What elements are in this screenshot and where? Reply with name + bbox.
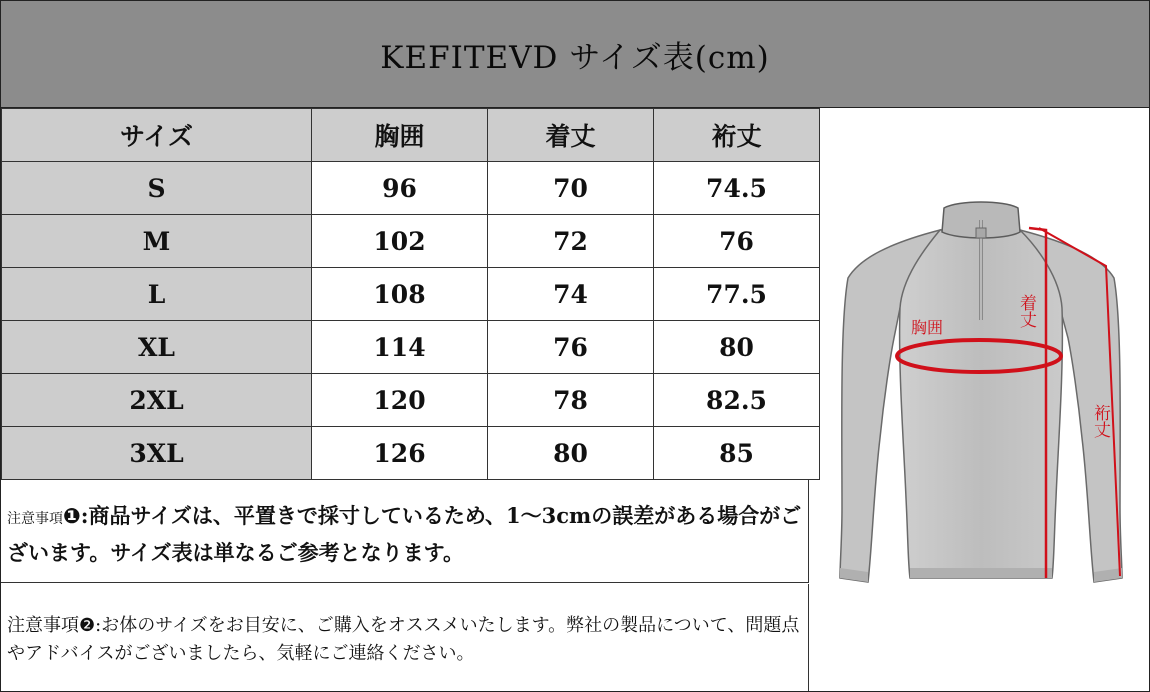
shirt-illustration [840,202,1122,582]
table-row [2,374,820,427]
length-value: 80 [488,427,654,480]
note1-prefix: 注意事項 [7,511,63,527]
length-value: 76 [488,321,654,374]
table-row [2,162,820,215]
length-label: 着丈 [1016,294,1036,328]
length-value: 74 [488,268,654,321]
chest-value: 108 [312,268,488,321]
sleeve-value: 80 [654,321,820,374]
size-label: XL [2,321,312,374]
header-size: サイズ [2,109,312,162]
size-label: L [2,268,312,321]
size-label: 3XL [2,427,312,480]
sleeve-value: 77.5 [654,268,820,321]
note1-text: :商品サイズは、平置きで採寸しているため、1～3cmの誤差がある場合がございます。サイズ表は単なるご参考となります。 [7,503,802,565]
page-title: KEFITEVD サイズ表(cm) [1,1,1149,108]
note2-text: :お体のサイズをお目安に、ご購入をオススメいたします。弊社の製品について、問題点やアドバイスがございましたら、気軽にご連絡ください。 [7,615,800,664]
size-label: 2XL [2,374,312,427]
sleeve-label: 裄丈 [1090,404,1110,438]
chest-value: 102 [312,215,488,268]
table-row [2,321,820,374]
header-length: 着丈 [488,109,654,162]
note1-marker-icon: ❶ [63,504,81,528]
note2-prefix: 注意事項 [7,615,79,636]
size-label: S [2,162,312,215]
note-purchase-advice [1,584,809,691]
length-value: 78 [488,374,654,427]
chest-value: 120 [312,374,488,427]
size-label: M [2,215,312,268]
header-chest: 胸囲 [312,109,488,162]
chest-value: 126 [312,427,488,480]
sleeve-value: 76 [654,215,820,268]
sleeve-value: 82.5 [654,374,820,427]
shirt-measurement-diagram [820,108,1148,690]
sleeve-value: 85 [654,427,820,480]
size-table [1,108,820,480]
table-row [2,427,820,480]
table-row [2,215,820,268]
length-value: 70 [488,162,654,215]
table-header-row [2,109,820,162]
chest-label: 胸囲 [911,318,944,337]
length-value: 72 [488,215,654,268]
note-measurement-tolerance [1,479,809,583]
note2-marker-icon: ❷ [79,615,96,636]
header-sleeve: 裄丈 [654,109,820,162]
chest-value: 114 [312,321,488,374]
chest-value: 96 [312,162,488,215]
sleeve-value: 74.5 [654,162,820,215]
table-row [2,268,820,321]
